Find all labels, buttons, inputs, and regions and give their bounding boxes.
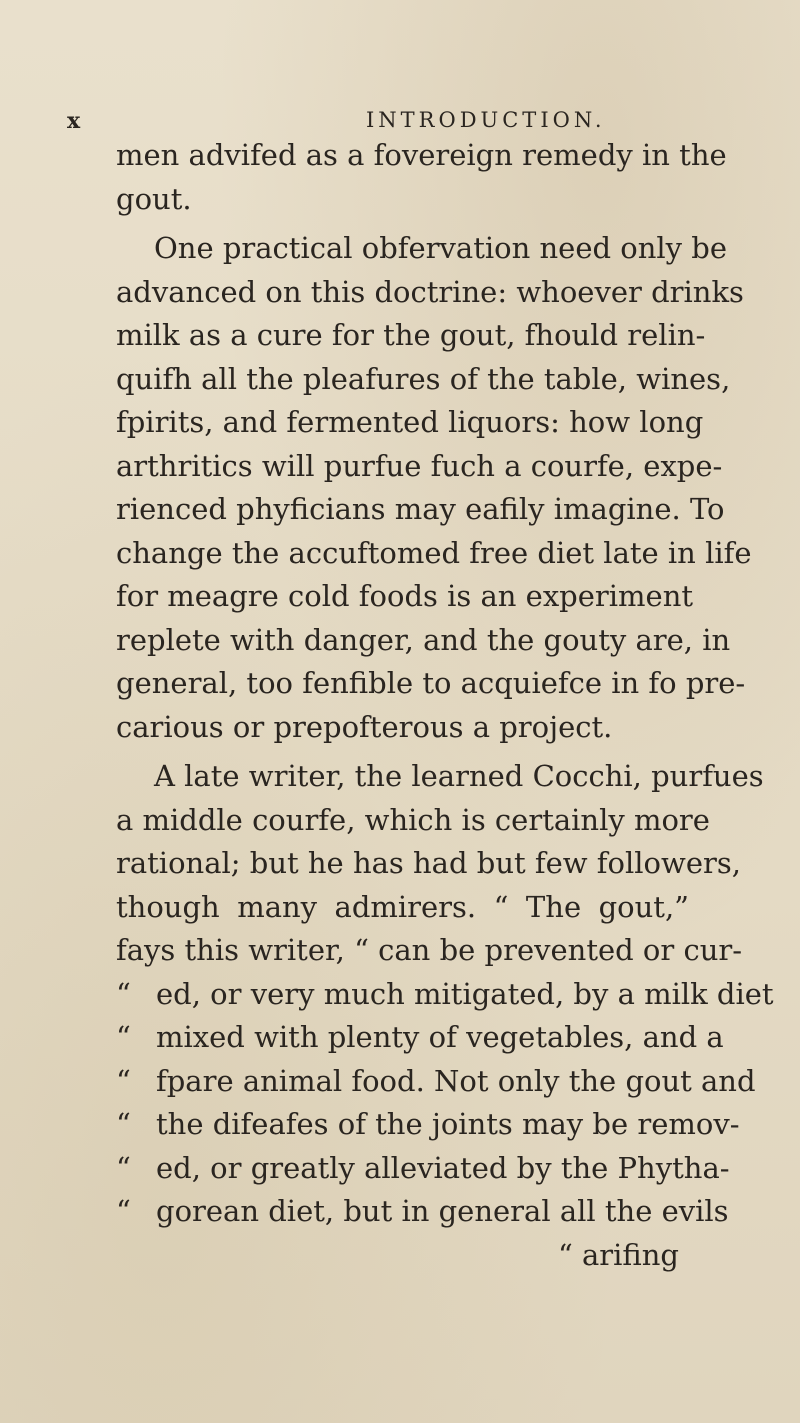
text-line: change the accuftomed free diet late in life: [116, 535, 752, 570]
text-line: gout.: [116, 181, 192, 216]
text-line: fays this writer, “ can be prevented or cur-: [116, 933, 743, 967]
text-line: men advifed as a fovereign remedy in the: [116, 138, 727, 172]
text-line: rienced phyficians may eafily imagine. To: [116, 492, 725, 526]
text-line: A late writer, the learned Cocchi, purfues: [154, 759, 764, 793]
text-line: [116, 1190, 729, 1234]
text-line: quifh all the pleafures of the table, wines,: [116, 361, 731, 396]
quote-mark: “: [116, 1150, 131, 1185]
text-line: fpirits, and fermented liquors: how long: [116, 405, 704, 439]
quoted-text: ed, or very much mitigated, by a milk diet: [156, 976, 774, 1011]
quoted-text: gorean diet, but in general all the evils: [156, 1194, 729, 1228]
page-number: x: [67, 108, 82, 134]
text-line: [116, 973, 774, 1017]
running-head: INTRODUCTION.: [366, 108, 606, 132]
quoted-text: the difeafes of the joints may be remov-: [156, 1107, 740, 1141]
quote-mark: “: [116, 1063, 131, 1098]
quote-mark: “: [116, 1020, 131, 1054]
quote-mark: “: [116, 1194, 131, 1228]
text-line: [116, 1060, 756, 1104]
text-line: general, too fenfible to acquiefce in fo pre-: [116, 666, 746, 700]
text-line: One practical obfervation need only be: [154, 231, 728, 265]
quoted-text: mixed with plenty of vegetables, and a: [156, 1020, 724, 1054]
text-line: milk as a cure for the gout, fhould relin-: [116, 318, 706, 352]
quoted-text: ed, or greatly alleviated by the Phytha-: [156, 1150, 730, 1185]
text-line: advanced on this doctrine: whoever drinks: [116, 274, 744, 309]
quote-mark: “: [116, 976, 131, 1011]
text-line: [116, 1103, 740, 1147]
text-line: for meagre cold foods is an experiment: [116, 579, 694, 613]
text-line: arthritics will purfue fuch a courfe, expe-: [116, 448, 723, 483]
text-line: a middle courfe, which is certainly more: [116, 802, 710, 837]
text-line: though many admirers. “ The gout,”: [116, 889, 689, 924]
text-line: rational; but he has had but few followers,: [116, 846, 741, 880]
body-text: [116, 134, 774, 1277]
text-line: [116, 1016, 724, 1060]
text-line: carious or prepofterous a project.: [116, 709, 613, 744]
text-line: replete with danger, and the gouty are, in: [116, 622, 731, 657]
quote-mark: “: [116, 1107, 131, 1141]
quoted-text: fpare animal food. Not only the gout and: [156, 1063, 756, 1098]
catchword: “ arifing: [557, 1237, 679, 1272]
text-line: [116, 1147, 730, 1191]
